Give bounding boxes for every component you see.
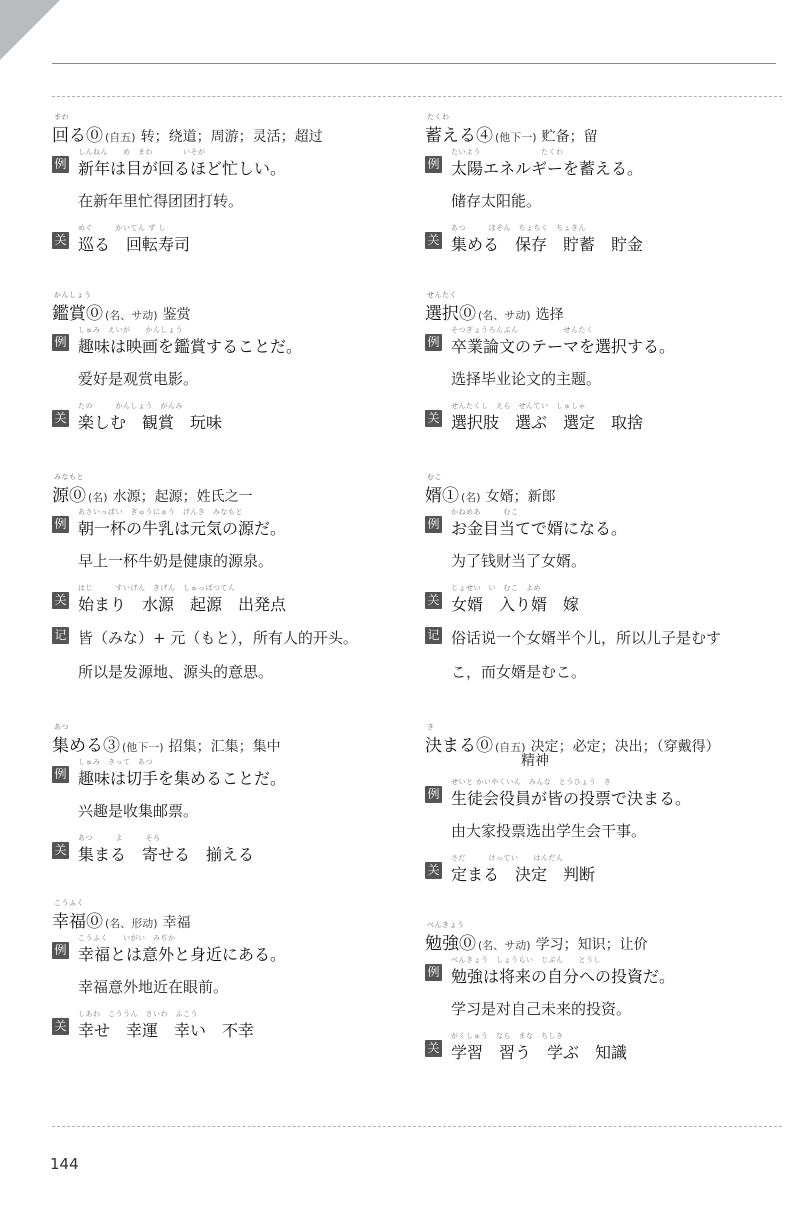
part-of-speech: (名) [88, 491, 108, 504]
headword-reading: き [427, 723, 435, 731]
example-tag: 例 [52, 942, 69, 959]
headword-reading: むこ [427, 473, 442, 481]
related-row [52, 831, 404, 865]
related-row [425, 851, 777, 885]
related-tag: 关 [52, 232, 69, 249]
related-words: 定まる 決定 判断 [451, 865, 596, 884]
headword-reading: せんたく [427, 291, 457, 299]
example-translation: 幸福意外地近在眼前。 [78, 978, 229, 996]
related-tag: 关 [425, 410, 442, 427]
entry-takuwaeru [425, 112, 777, 255]
header-rule [52, 63, 776, 64]
related-tag: 关 [425, 1040, 442, 1057]
example-tag: 例 [52, 156, 69, 173]
headword: 回る⓪ [52, 126, 103, 146]
example-tag: 例 [52, 766, 69, 783]
meaning: 女婿；新郎 [485, 489, 556, 505]
example-ruby: かねめあ むこ [451, 508, 519, 516]
related-ruby: じょせい い むこ よめ [451, 584, 541, 592]
related-words: 女婿 入り婿 嫁 [451, 595, 580, 614]
example-sentence: 生徒会役員が皆の投票で決まる。 [451, 789, 692, 808]
meaning-continuation: 精神 [521, 753, 549, 769]
example-ruby: たいよう たくわ [451, 148, 564, 156]
headword: 選択⓪ [425, 304, 476, 324]
part-of-speech: (名、サ动) [478, 309, 531, 322]
headword-reading: あつ [54, 723, 69, 731]
entry-kanshou [52, 290, 404, 433]
example-tag: 例 [425, 156, 442, 173]
example-tag: 例 [425, 786, 442, 803]
related-words: 幸せ 幸運 幸い 不幸 [78, 1021, 255, 1040]
related-tag: 关 [52, 842, 69, 859]
part-of-speech: (名、形动) [105, 917, 158, 930]
headword: 勉強⓪ [425, 934, 476, 954]
memo-line: こ，而女婿是むこ。 [451, 663, 587, 681]
example-ruby: しんねん め まわ いそが [78, 148, 206, 156]
part-of-speech: (自五) [495, 741, 526, 754]
example-row [52, 143, 404, 181]
memo-tag: 记 [425, 627, 442, 644]
memo-tag: 记 [52, 627, 69, 644]
related-tag: 关 [425, 232, 442, 249]
related-tag: 关 [425, 592, 442, 609]
entry-minamoto [52, 472, 404, 689]
headword: 幸福⓪ [52, 912, 103, 932]
bottom-dashed-rule [52, 1126, 782, 1127]
entry-headline [52, 112, 404, 146]
memo-line: 所以是发源地、源头的意思。 [78, 663, 274, 681]
example-translation: 为了钱财当了女婿。 [451, 552, 587, 570]
example-translation: 早上一杯牛奶是健康的源泉。 [78, 552, 274, 570]
example-ruby: そつぎょうろんぶん せんたく [451, 326, 594, 334]
meaning: 选择 [535, 307, 564, 323]
example-ruby: あさいっぱい ぎゅうにゅう げんき みなもと [78, 508, 243, 516]
meaning: 学习；知识；让价 [535, 937, 648, 953]
example-sentence: お金目当てで婿になる。 [451, 519, 628, 538]
related-row [425, 581, 777, 615]
related-tag: 关 [52, 592, 69, 609]
related-ruby: しあわ こううん さいわ ふこう [78, 1010, 198, 1018]
page-number: 144 [50, 1155, 79, 1173]
example-ruby: しゅみ きって あつ [78, 758, 153, 766]
related-ruby: めぐ かいてん ず し [78, 224, 166, 232]
related-words: 巡る 回転寿司 [78, 235, 191, 254]
example-row [52, 753, 404, 791]
memo-row [425, 621, 777, 689]
memo-row [52, 621, 404, 689]
headword: 婿① [425, 486, 459, 506]
example-ruby: べんきょう しょうらい じぶん とうし [451, 956, 601, 964]
example-sentence: 朝一杯の牛乳は元気の源だ。 [78, 519, 287, 538]
meaning: 招集；汇集；集中 [168, 739, 281, 755]
related-words: 始まり 水源 起源 出発点 [78, 595, 287, 614]
part-of-speech: (自五) [105, 131, 136, 144]
related-row [52, 399, 404, 433]
headword: 蓄える④ [425, 126, 493, 146]
example-tag: 例 [425, 516, 442, 533]
related-row [425, 399, 777, 433]
example-row [425, 143, 777, 181]
page-corner-decoration [0, 0, 60, 60]
example-row [52, 503, 404, 541]
example-ruby: こうふく いがい みぢか [78, 934, 176, 942]
headword: 決まる⓪ [425, 736, 493, 756]
headword-reading: みなもと [54, 473, 84, 481]
example-sentence: 趣味は映画を鑑賞することだ。 [78, 337, 303, 356]
part-of-speech: (名、サ动) [105, 309, 158, 322]
example-translation: 学习是对自己未来的投资。 [451, 1000, 632, 1018]
meaning: 贮备；留 [541, 129, 598, 145]
entry-mawaru [52, 112, 404, 255]
related-ruby: はじ すいげん きげん しゅっぱつてん [78, 584, 236, 592]
related-tag: 关 [52, 410, 69, 427]
example-tag: 例 [52, 334, 69, 351]
example-row [425, 773, 777, 811]
headword-reading: たくわ [427, 113, 450, 121]
headword: 源⓪ [52, 486, 86, 506]
example-sentence: 趣味は切手を集めることだ。 [78, 769, 287, 788]
related-row [425, 1029, 777, 1063]
headword-reading: かんしょう [54, 291, 92, 299]
top-dashed-rule [52, 96, 782, 97]
example-tag: 例 [425, 964, 442, 981]
meaning: 决定；必定；决出；（穿戴得） [530, 739, 720, 755]
memo-line: 俗话说一个女婿半个儿，所以儿子是むす [451, 629, 722, 647]
headword-reading: こうふく [54, 899, 84, 907]
entry-kimaru [425, 722, 777, 885]
memo-line: 皆（みな）+ 元（もと），所有人的开头。 [78, 629, 358, 647]
meaning: 鉴赏 [162, 307, 191, 323]
example-translation: 选择毕业论文的主题。 [451, 370, 602, 388]
example-tag: 例 [52, 516, 69, 533]
related-ruby: あつ よ そろ [78, 834, 161, 842]
related-row [52, 1007, 404, 1041]
example-row [52, 929, 404, 967]
related-row [425, 221, 777, 255]
example-translation: 在新年里忙得团团打转。 [78, 192, 244, 210]
example-sentence: 新年は目が回るほど忙しい。 [78, 159, 287, 178]
example-row [425, 951, 777, 989]
related-words: 選択肢 選ぶ 選定 取捨 [451, 413, 644, 432]
related-ruby: せんたくし えら せんてい しゅしゃ [451, 402, 586, 410]
headword-reading: まわ [54, 113, 69, 121]
headword: 鑑賞⓪ [52, 304, 103, 324]
part-of-speech: (名) [461, 491, 481, 504]
example-row [52, 321, 404, 359]
entry-koufuku [52, 898, 404, 1041]
meaning: 幸福 [162, 915, 191, 931]
example-tag: 例 [425, 334, 442, 351]
related-ruby: あつ ほぞん ちょちく ちょきん [451, 224, 586, 232]
headword-reading: べんきょう [427, 921, 465, 929]
related-words: 学習 習う 学ぶ 知識 [451, 1043, 628, 1062]
related-row [52, 581, 404, 615]
part-of-speech: (他下一) [495, 131, 537, 144]
part-of-speech: (名、サ动) [478, 939, 531, 952]
entry-benkyou [425, 920, 777, 1063]
related-ruby: たの かんしょう がんみ [78, 402, 183, 410]
entry-muko [425, 472, 777, 689]
related-tag: 关 [52, 1018, 69, 1035]
example-sentence: 勉強は将来の自分への投資だ。 [451, 967, 676, 986]
example-sentence: 太陽エネルギーを蓄える。 [451, 159, 644, 178]
entry-sentaku [425, 290, 777, 433]
related-words: 集める 保存 貯蓄 貯金 [451, 235, 644, 254]
entry-atsumeru [52, 722, 404, 865]
example-translation: 兴趣是收集邮票。 [78, 802, 199, 820]
related-ruby: がくしゅう なら まな ちしき [451, 1032, 564, 1040]
example-translation: 爱好是观赏电影。 [78, 370, 199, 388]
related-ruby: さだ けってい はんだん [451, 854, 564, 862]
example-sentence: 幸福とは意外と身近にある。 [78, 945, 287, 964]
example-translation: 储存太阳能。 [451, 192, 542, 210]
example-sentence: 卒業論文のテーマを選択する。 [451, 337, 676, 356]
related-row [52, 221, 404, 255]
related-words: 楽しむ 観賞 玩味 [78, 413, 223, 432]
related-tag: 关 [425, 862, 442, 879]
meaning: 转；绕道；周游；灵活；超过 [140, 129, 323, 145]
part-of-speech: (他下一) [122, 741, 164, 754]
related-words: 集まる 寄せる 揃える [78, 845, 255, 864]
example-ruby: しゅみ えいが かんしょう [78, 326, 183, 334]
meaning: 水源；起源；姓氏之一 [112, 489, 253, 505]
example-translation: 由大家投票选出学生会干事。 [451, 822, 647, 840]
headword: 集める③ [52, 736, 120, 756]
example-row [425, 503, 777, 541]
example-row [425, 321, 777, 359]
example-ruby: せいと かいやくいん みんな とうひょう き [451, 778, 612, 786]
